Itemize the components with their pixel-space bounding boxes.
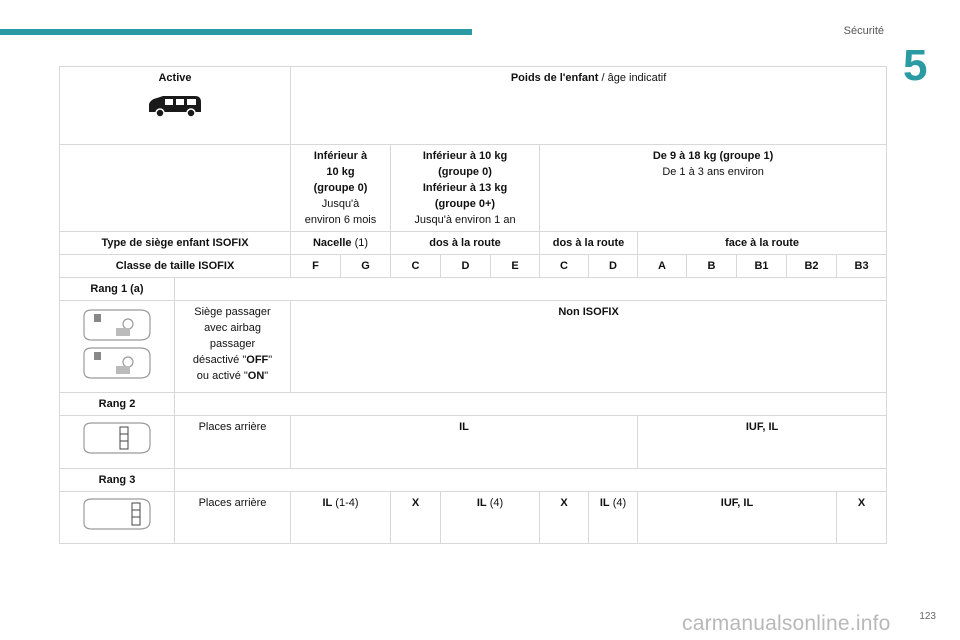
second-row-diagram-icon xyxy=(80,419,154,459)
rang-1-desc: Siège passager avec airbag passager désactivé "OFF" ou activé "ON" xyxy=(175,301,291,393)
table-row: Places arrière IL (1-4) X IL (4) X IL (4) IUF, IL X xyxy=(60,492,887,544)
table-row xyxy=(60,301,887,393)
rang-1-diagram xyxy=(60,301,175,393)
size-class-label: Classe de taille ISOFIX xyxy=(115,260,235,272)
table-row xyxy=(60,145,887,232)
table-row xyxy=(60,469,887,492)
table-row: Type de siège enfant ISOFIX Nacelle (1) dos à la route dos à la route face à la route xyxy=(60,232,887,255)
van-icon xyxy=(145,90,205,120)
rang-3-label: Rang 3 xyxy=(98,474,136,486)
group-0-cell: Inférieur à 10 kg (groupe 0) Jusqu'à environ 6 mois xyxy=(291,145,391,232)
third-row-diagram-icon xyxy=(80,495,154,535)
group-0plus-cell: Inférieur à 10 kg (groupe 0) Inférieur à 13 kg (groupe 0+) Jusqu'à environ 1 an xyxy=(391,145,540,232)
rang-3-desc: Places arrière xyxy=(198,497,267,509)
isofix-table xyxy=(59,66,887,544)
table-row xyxy=(60,278,887,301)
rang-2-diagram xyxy=(60,416,175,469)
rang-2-desc: Places arrière xyxy=(198,421,267,433)
group-1-cell: De 9 à 18 kg (groupe 1) De 1 à 3 ans environ xyxy=(540,145,887,232)
rang-3-diagram xyxy=(60,492,175,544)
rang-1-label: Rang 1 (a) xyxy=(90,283,144,295)
front-seat-diagram-icon xyxy=(80,304,154,384)
rang-2-label: Rang 2 xyxy=(98,398,136,410)
header-accent-bar xyxy=(0,29,472,35)
child-weight-header: Poids de l'enfant / âge indicatif xyxy=(291,67,887,145)
chapter-number: 5 xyxy=(903,41,928,90)
page-number: 123 xyxy=(919,611,936,622)
watermark: carmanualsonline.info xyxy=(682,612,891,635)
seat-type-label: Type de siège enfant ISOFIX xyxy=(101,237,249,249)
table-row xyxy=(60,393,887,416)
rang-1-value: Non ISOFIX xyxy=(291,301,887,393)
active-cell xyxy=(60,67,291,145)
table-row: Places arrière IL IUF, IL xyxy=(60,416,887,469)
section-title: Sécurité xyxy=(843,25,884,37)
table-row xyxy=(60,67,887,145)
table-row: Classe de taille ISOFIX F G C D E C D A B B1 B2 B3 xyxy=(60,255,887,278)
active-label: Active xyxy=(158,72,192,84)
